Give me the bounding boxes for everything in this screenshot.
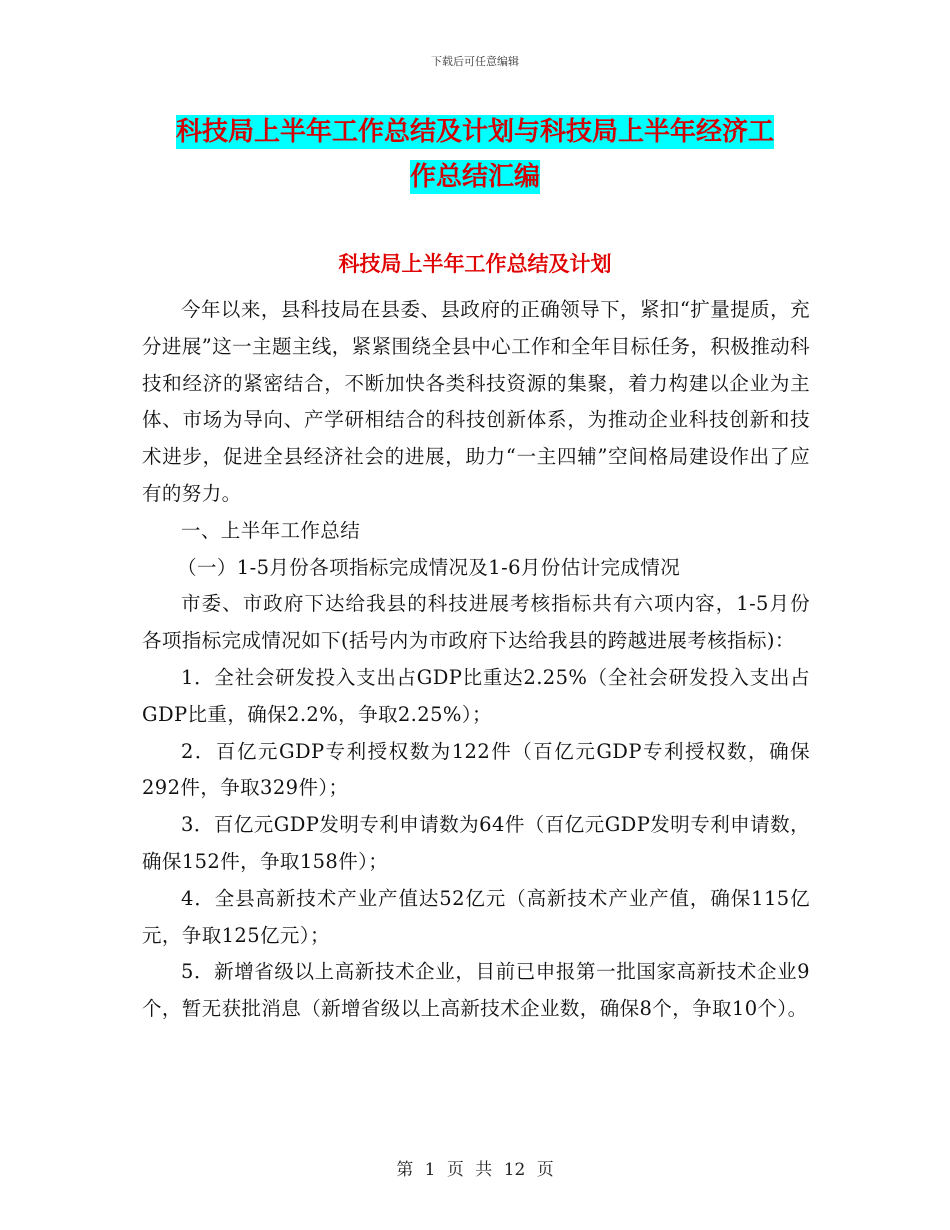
indicator-item: 1．全社会研发投入支出占GDP比重达2.25%（全社会研发投入支出占GDP比重，确保2.2%，争取2.25%）； xyxy=(142,665,810,726)
document-title-line-2: 作总结汇编 xyxy=(409,162,540,192)
indicator-item: 2．百亿元GDP专利授权数为122件（百亿元GDP专利授权数，确保292件，争取329件）； xyxy=(142,739,810,800)
header-note: 下载后可任意编辑 xyxy=(431,55,519,68)
subsection-heading: （一）1-5月份各项指标完成情况及1-6月份估计完成情况 xyxy=(177,555,681,579)
document-title xyxy=(140,110,810,200)
intro-paragraph: 今年以来，县科技局在县委、县政府的正确领导下，紧扣“扩量提质，充分进展”这一主题主线，紧紧围绕全县中心工作和全年目标任务，积极推动科技和经济的紧密结合，不断加快各类科技资源的集聚，着力构建以企业为主体、市场为导向、产学研相结合的科技创新体系，为推动企业科技创新和技术进步，促进全县经济社会的进展，助力“一主四辅”空间格局建设作出了应有的努力。 xyxy=(142,298,810,505)
document-title-line-1: 科技局上半年工作总结及计划与科技局上半年经济工 xyxy=(175,117,774,147)
indicator-item: 3．百亿元GDP发明专利申请数为64件（百亿元GDP发明专利申请数，确保152件，争取158件）； xyxy=(142,813,810,873)
section-heading: 一、上半年工作总结 xyxy=(181,518,361,542)
page-number: 第 1 页 共 12 页 xyxy=(396,1160,554,1180)
indicators-intro-paragraph: 市委、市政府下达给我县的科技进展考核指标共有六项内容，1-5月份各项指标完成情况如下(括号内为市政府下达给我县的跨越进展考核指标)： xyxy=(142,592,810,653)
document-body xyxy=(142,292,810,1028)
section-title: 科技局上半年工作总结及计划 xyxy=(338,252,612,276)
indicator-item: 4．全县高新技术产业产值达52亿元（高新技术产业产值，确保115亿元，争取125亿元）； xyxy=(142,886,810,947)
indicator-item: 5．新增省级以上高新技术企业，目前已申报第一批国家高新技术企业9个，暂无获批消息（新增省级以上高新技术企业数，确保8个，争取10个）。 xyxy=(142,960,810,1021)
